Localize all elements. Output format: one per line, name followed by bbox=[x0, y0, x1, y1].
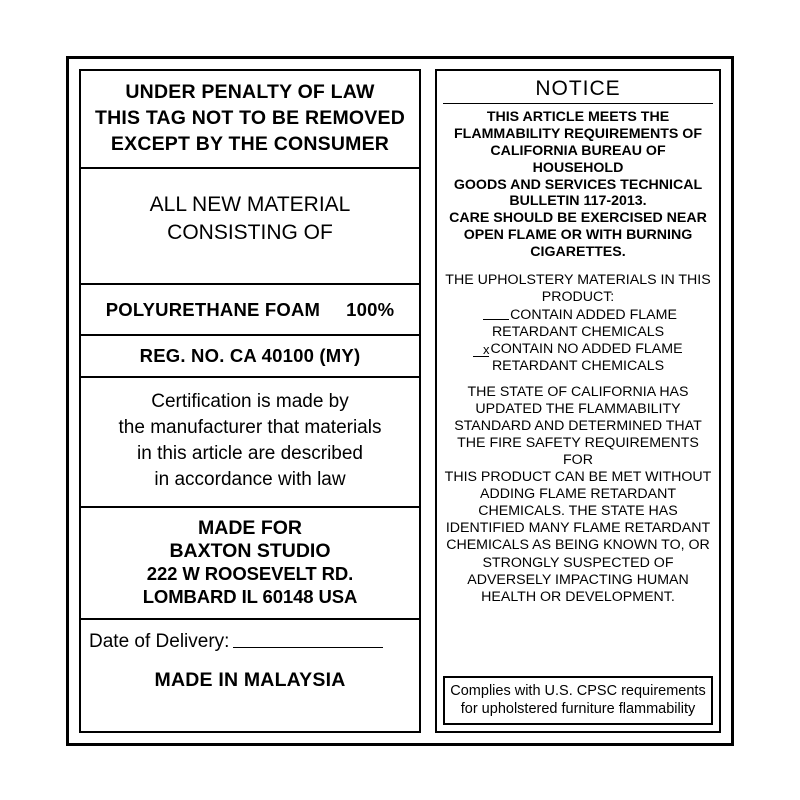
checkbox-contains-added-label-2-row bbox=[445, 324, 711, 341]
registration-number-block bbox=[81, 336, 419, 378]
state-line-5: THIS PRODUCT CAN BE MET WITHOUT bbox=[444, 469, 712, 486]
fill-material-percent: 100% bbox=[346, 298, 395, 320]
cpsc-compliance-block bbox=[443, 676, 713, 725]
article-line-6: CARE SHOULD BE EXERCISED NEAR bbox=[449, 210, 707, 227]
state-line-7: CHEMICALS. THE STATE HAS bbox=[478, 503, 678, 520]
checkbox-no-added[interactable]: x bbox=[473, 343, 489, 357]
made-for-company: BAXTON STUDIO bbox=[169, 540, 331, 563]
made-for-block bbox=[81, 508, 419, 620]
state-line-3: STANDARD AND DETERMINED THAT bbox=[454, 418, 702, 435]
certification-line-1: Certification is made by bbox=[151, 390, 349, 412]
upholstery-intro-line-2: PRODUCT: bbox=[541, 289, 615, 306]
certification-line-3: in this article are described bbox=[137, 443, 363, 465]
article-line-5: BULLETIN 117-2013. bbox=[509, 193, 647, 210]
checkbox-no-added-row[interactable] bbox=[445, 341, 711, 358]
cpsc-line-2: for upholstered furniture flammability bbox=[460, 700, 696, 717]
certification-line-4: in accordance with law bbox=[154, 469, 346, 491]
article-line-2: FLAMMABILITY REQUIREMENTS OF bbox=[453, 125, 702, 142]
registration-number: REG. NO. CA 40100 (MY) bbox=[139, 344, 361, 366]
article-line-8: CIGARETTES. bbox=[530, 244, 626, 261]
article-statement-block bbox=[443, 104, 713, 265]
state-line-1: THE STATE OF CALIFORNIA HAS bbox=[467, 384, 689, 401]
left-panel bbox=[79, 69, 421, 733]
fill-content-block bbox=[81, 285, 419, 336]
state-line-2: UPDATED THE FLAMMABILITY bbox=[475, 401, 681, 418]
right-panel bbox=[435, 69, 721, 733]
state-line-4: THE FIRE SAFETY REQUIREMENTS FOR bbox=[457, 435, 699, 469]
upholstery-intro-line-1: THE UPHOLSTERY MATERIALS IN THIS bbox=[445, 272, 711, 289]
made-for-address-line-2: LOMBARD IL 60148 USA bbox=[142, 585, 358, 607]
country-of-origin-block bbox=[81, 659, 419, 704]
state-line-8: IDENTIFIED MANY FLAME RETARDANT bbox=[445, 520, 711, 537]
law-label-tag bbox=[66, 56, 734, 746]
state-line-6: ADDING FLAME RETARDANT bbox=[479, 486, 676, 503]
article-line-3: CALIFORNIA BUREAU OF HOUSEHOLD bbox=[490, 142, 666, 176]
date-of-delivery-input[interactable] bbox=[233, 633, 383, 648]
checkbox-contains-added[interactable] bbox=[483, 308, 509, 320]
checkbox-no-added-label-2: RETARDANT CHEMICALS bbox=[491, 358, 665, 375]
penalty-line-1: UNDER PENALTY OF LAW bbox=[125, 81, 375, 103]
checkbox-no-added-label-1: CONTAIN NO ADDED FLAME bbox=[490, 341, 683, 358]
checkbox-contains-added-label-2: RETARDANT CHEMICALS bbox=[491, 324, 665, 341]
checkbox-contains-added-label-1: CONTAIN ADDED FLAME bbox=[510, 307, 677, 324]
made-for-address-line-1: 222 W ROOSEVELT RD. bbox=[146, 563, 354, 585]
state-line-11: ADVERSELY IMPACTING HUMAN bbox=[467, 571, 689, 588]
flame-retardant-checkbox-group bbox=[443, 306, 713, 375]
material-line-1: ALL NEW MATERIAL bbox=[149, 192, 351, 216]
upholstery-intro-block bbox=[443, 265, 713, 306]
state-statement-block bbox=[443, 375, 713, 670]
article-line-1: THIS ARTICLE MEETS THE bbox=[486, 109, 670, 125]
certification-line-2: the manufacturer that materials bbox=[118, 416, 382, 438]
certification-block bbox=[81, 378, 419, 508]
panel-gap bbox=[421, 69, 435, 733]
cpsc-line-1: Complies with U.S. CPSC requirements bbox=[450, 682, 706, 699]
state-line-9: CHEMICALS AS BEING KNOWN TO, OR bbox=[446, 537, 710, 554]
checkbox-contains-added-row[interactable] bbox=[445, 307, 711, 324]
article-line-4: GOODS AND SERVICES TECHNICAL bbox=[453, 176, 703, 193]
checkbox-no-added-label-2-row bbox=[445, 358, 711, 375]
notice-title: NOTICE bbox=[443, 75, 713, 104]
date-of-delivery-label: Date of Delivery: bbox=[89, 630, 230, 652]
material-line-2: CONSISTING OF bbox=[167, 221, 333, 245]
penalty-line-3: EXCEPT BY THE CONSUMER bbox=[110, 132, 390, 155]
country-of-origin: MADE IN MALAYSIA bbox=[154, 668, 346, 691]
state-line-12: HEALTH OR DEVELOPMENT. bbox=[481, 588, 675, 605]
state-line-10: STRONGLY SUSPECTED OF bbox=[482, 554, 674, 571]
date-of-delivery-block bbox=[81, 620, 419, 659]
article-line-7: OPEN FLAME OR WITH BURNING bbox=[463, 227, 693, 244]
fill-material-name: POLYURETHANE FOAM bbox=[105, 298, 321, 320]
made-for-title: MADE FOR bbox=[198, 516, 302, 539]
penalty-notice-block bbox=[81, 71, 419, 169]
penalty-line-2: THIS TAG NOT TO BE REMOVED bbox=[95, 106, 405, 129]
material-statement-block bbox=[81, 169, 419, 285]
